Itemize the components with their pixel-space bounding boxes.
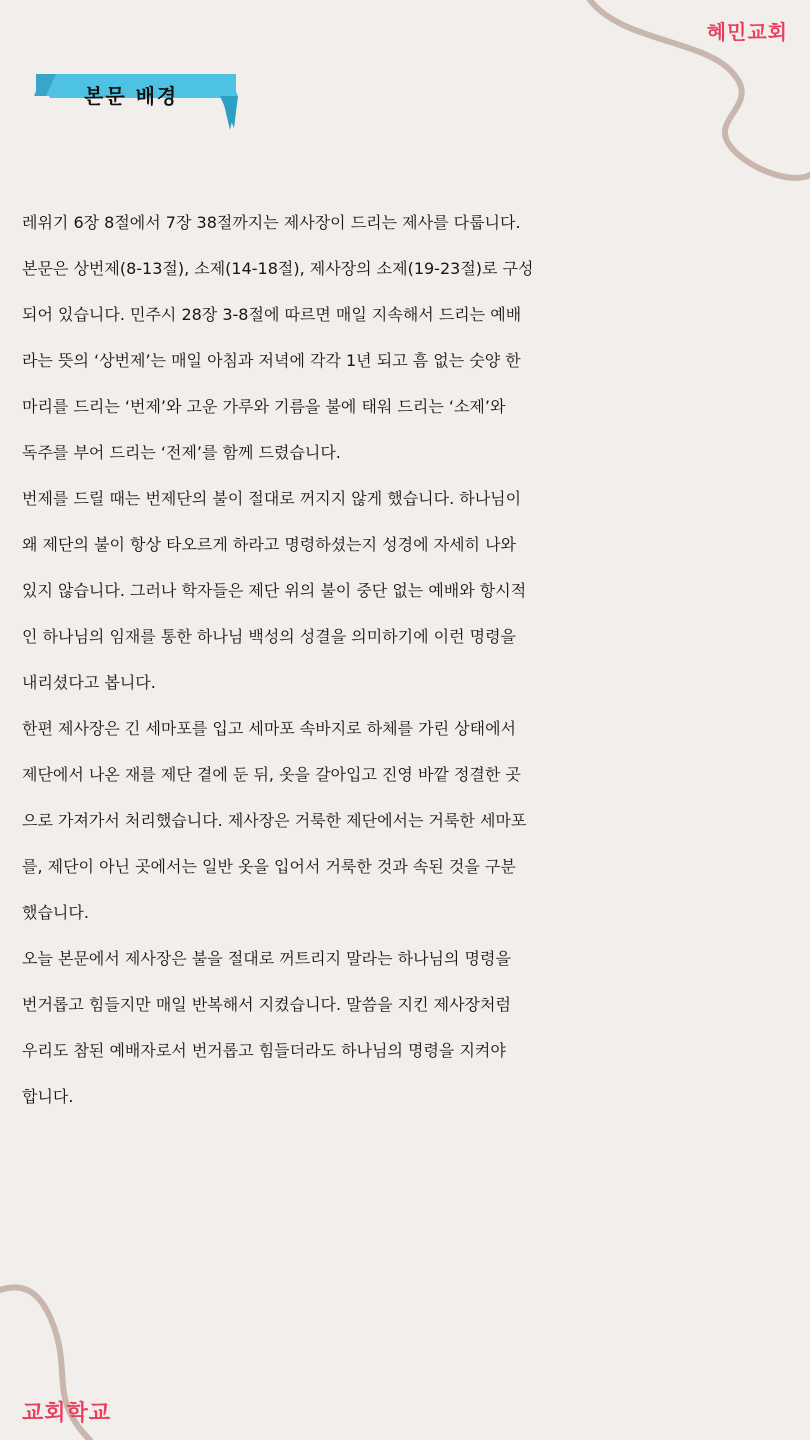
body-line: 제단에서 나온 재를 제단 곁에 둔 뒤, 옷을 갈아입고 진영 바깥 정결한 곳 [22, 765, 521, 784]
section-badge [34, 72, 239, 132]
body-line: 번거롭고 힘들지만 매일 반복해서 지켰습니다. 말씀을 지킨 제사장처럼 [22, 995, 511, 1014]
body-line: 했습니다. [22, 903, 89, 922]
body-line: 본문은 상번제(8-13절), 소제(14-18절), 제사장의 소제(19-23절)로 구성 [22, 259, 534, 278]
body-line: 인 하나님의 임재를 통한 하나님 백성의 성결을 의미하기에 이런 명령을 [22, 627, 516, 646]
body-line: 합니다. [22, 1087, 74, 1106]
body-line: 왜 제단의 불이 항상 타오르게 하라고 명령하셨는지 성경에 자세히 나와 [22, 535, 516, 554]
body-line: 으로 가져가서 처리했습니다. 제사장은 거룩한 제단에서는 거룩한 세마포 [22, 811, 527, 830]
body-text [22, 200, 792, 1120]
body-line: 우리도 참된 예배자로서 번거롭고 힘들더라도 하나님의 명령을 지켜야 [22, 1041, 506, 1060]
body-line: 되어 있습니다. 민주시 28장 3-8절에 따르면 매일 지속해서 드리는 예배 [22, 305, 522, 324]
body-line: 번제를 드릴 때는 번제단의 불이 절대로 꺼지지 않게 했습니다. 하나님이 [22, 489, 522, 508]
church-name: 혜민교회 [706, 20, 788, 44]
body-line: 독주를 부어 드리는 ‘전제’를 함께 드렸습니다. [22, 443, 341, 462]
body-line: 오늘 본문에서 제사장은 불을 절대로 꺼트리지 말라는 하나님의 명령을 [22, 949, 511, 968]
body-line: 있지 않습니다. 그러나 학자들은 제단 위의 불이 중단 없는 예배와 항시적 [22, 581, 527, 600]
body-line: 한편 제사장은 긴 세마포를 입고 세마포 속바지로 하체를 가린 상태에서 [22, 719, 516, 738]
body-line: 내리셨다고 봅니다. [22, 673, 156, 692]
body-line: 라는 뜻의 ‘상번제’는 매일 아침과 저녁에 각각 1년 되고 흠 없는 숫양 한 [22, 351, 521, 370]
school-name: 교회학교 [22, 1401, 112, 1426]
body-line: 를, 제단이 아닌 곳에서는 일반 옷을 입어서 거룩한 것과 속된 것을 구분 [22, 857, 516, 876]
body-line: 마리를 드리는 ‘번제’와 고운 가루와 기름을 불에 태워 드리는 ‘소제’와 [22, 397, 506, 416]
body-line: 레위기 6장 8절에서 7장 38절까지는 제사장이 드리는 제사를 다룹니다. [22, 213, 521, 232]
section-title: 본문 배경 [84, 84, 179, 108]
